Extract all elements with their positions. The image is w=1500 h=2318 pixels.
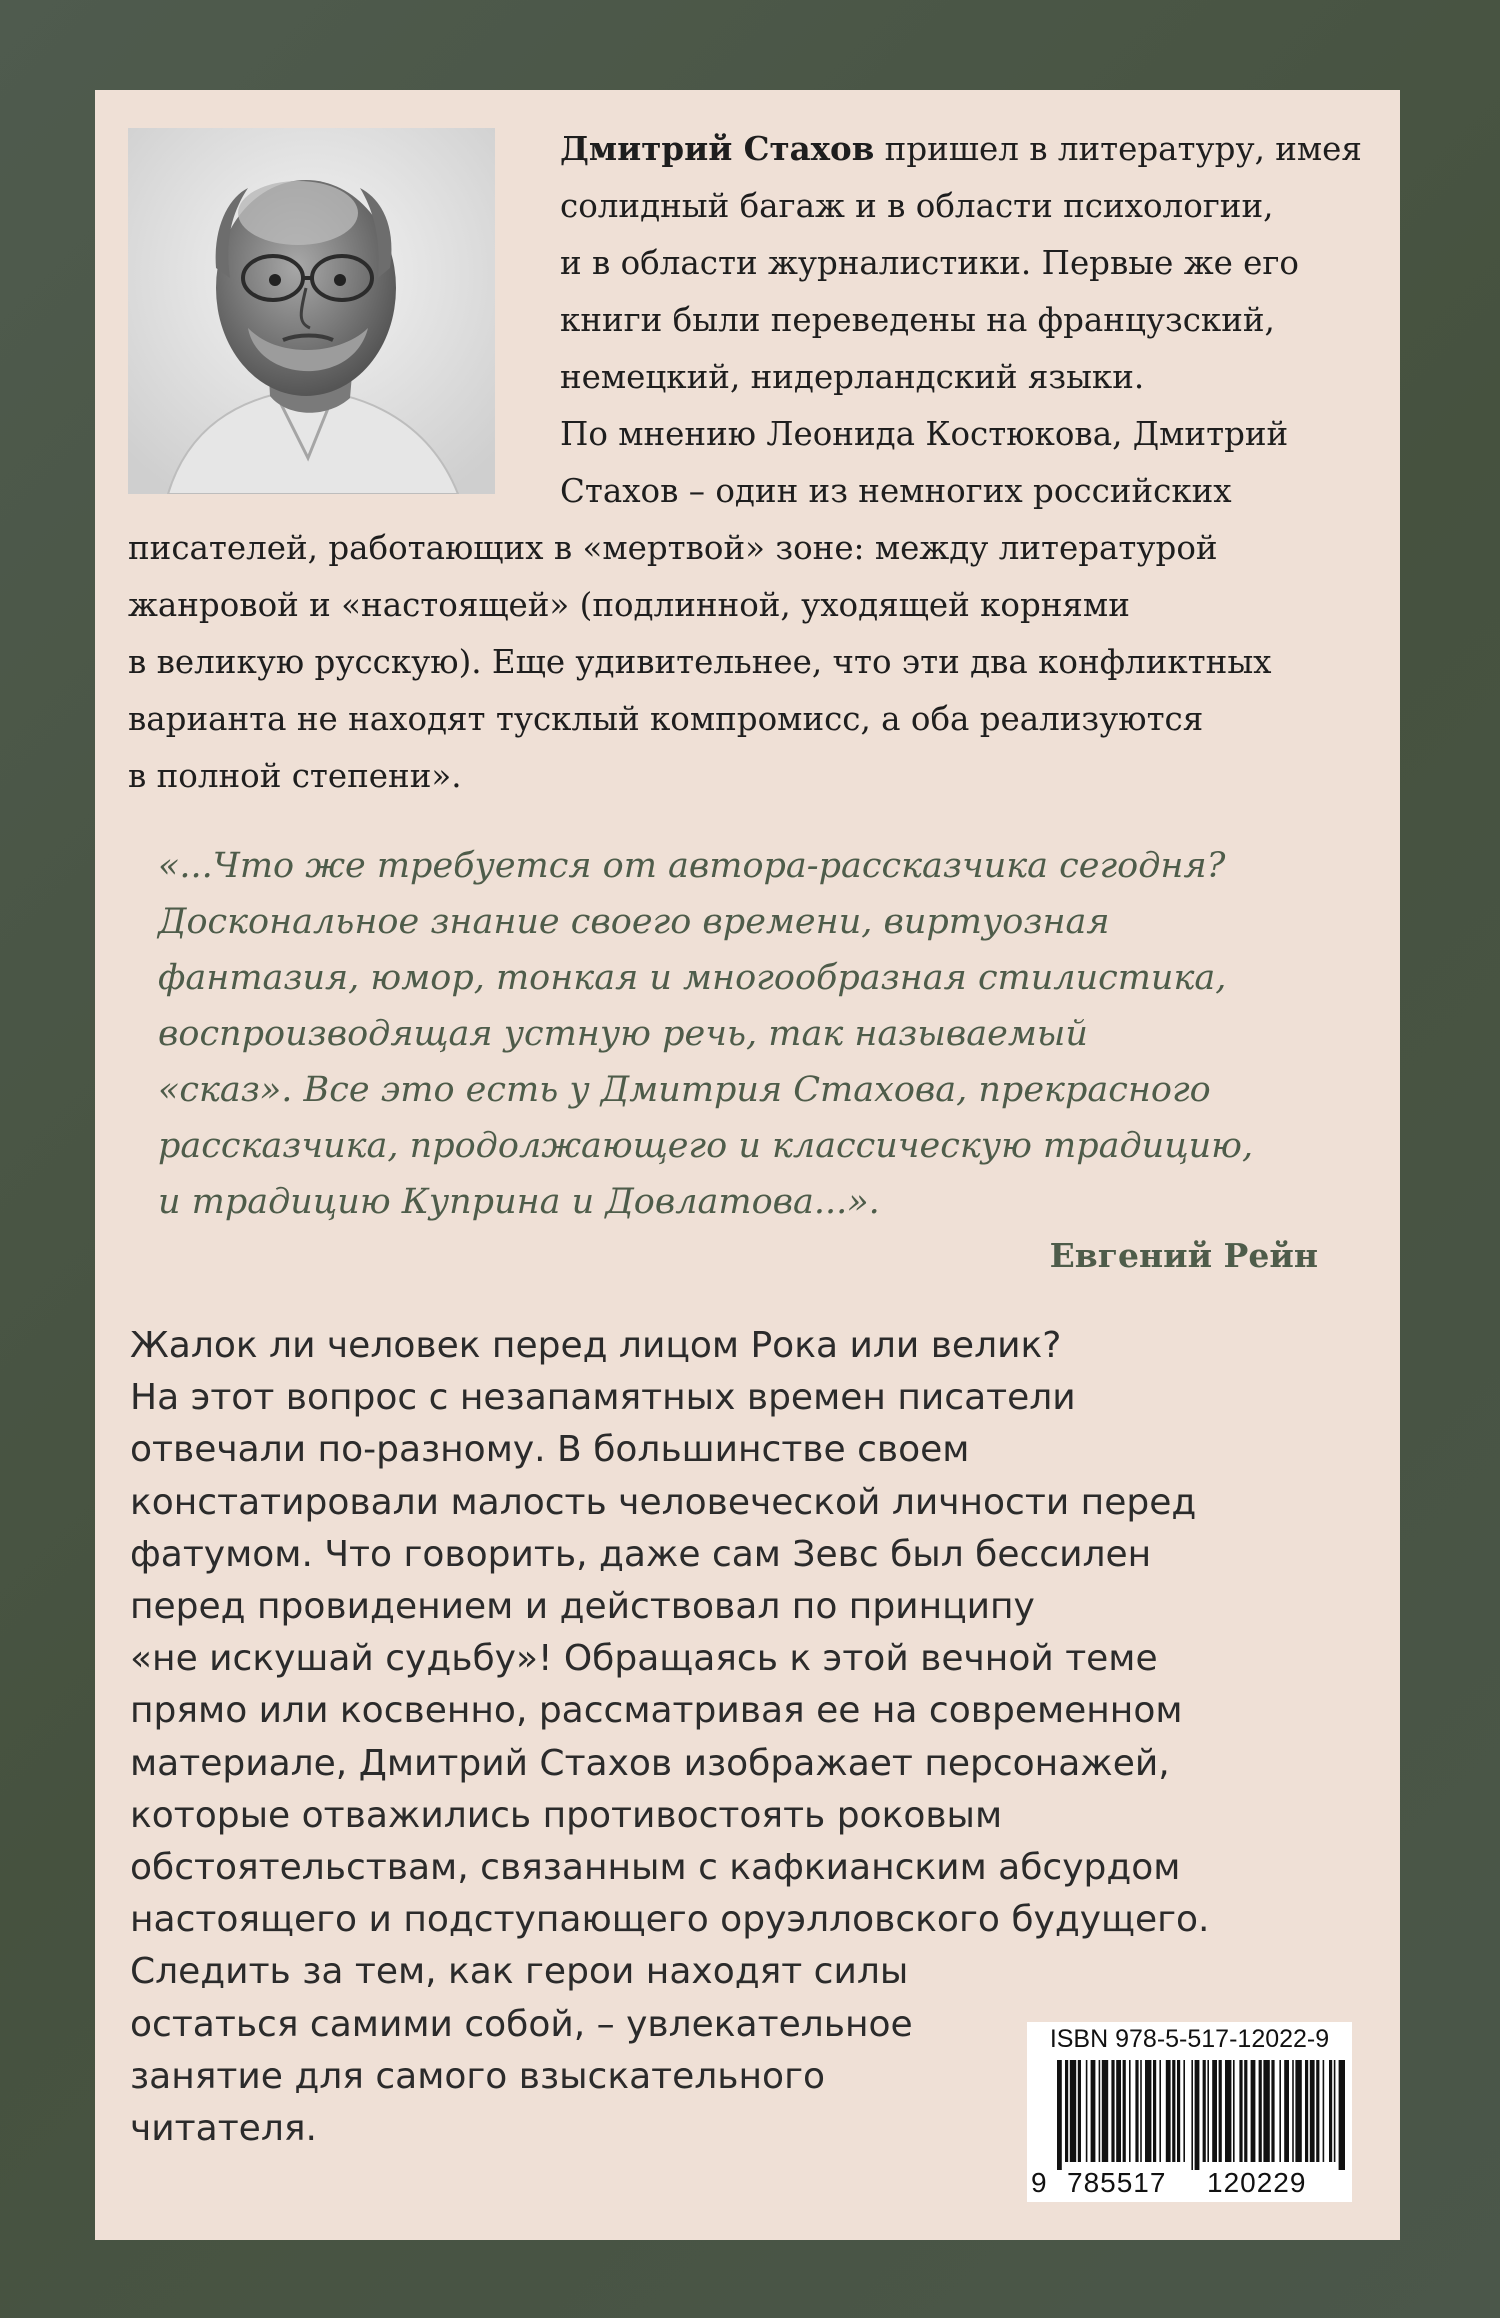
barcode-bar xyxy=(1203,2060,1206,2162)
annotation-line: прямо или косвенно, рассматривая ее на современном xyxy=(130,1690,1183,1732)
annotation-line: Следить за тем, как герои находят силы xyxy=(130,1951,909,1993)
annotation-line: констатировали малость человеческой личности перед xyxy=(130,1481,1197,1523)
annotation-line: Жалок ли человек перед лицом Рока или велик? xyxy=(130,1325,1062,1366)
barcode-bar xyxy=(1129,2060,1131,2162)
quote-line: и традицию Куприна и Довлатова...». xyxy=(158,1182,880,1222)
quote-line: рассказчика, продолжающего и классическую традицию, xyxy=(158,1126,1254,1166)
barcode-bar xyxy=(1065,2060,1068,2162)
text-panel xyxy=(95,90,1400,2240)
barcode-bar xyxy=(1172,2060,1175,2162)
quote-line: воспроизводящая устную речь, так называемый xyxy=(158,1014,1088,1054)
bio-line: книги были переведены на французский, xyxy=(560,301,1275,339)
bio-line xyxy=(128,120,1398,178)
barcode-bar xyxy=(1183,2060,1185,2162)
barcode-bars xyxy=(1027,2022,1352,2172)
annotation-line: На этот вопрос с незапамятных времен писатели xyxy=(130,1377,1076,1419)
barcode-bar xyxy=(1207,2060,1209,2162)
bio-line: в великую русскую). Еще удивительнее, что эти два конфликтных xyxy=(128,643,1272,681)
bio-line: Стахов – один из немногих российских xyxy=(560,472,1232,510)
barcode-bar xyxy=(1244,2060,1247,2162)
bio-line: немецкий, нидерландский языки. xyxy=(560,358,1145,396)
bio-line: в полной степени». xyxy=(128,757,462,795)
bio-line: писателей, работающих в «мертвой» зоне: между литературой xyxy=(128,529,1218,567)
barcode-bar xyxy=(1329,2060,1332,2162)
barcode-bar xyxy=(1099,2060,1101,2162)
barcode-bar xyxy=(1057,2060,1062,2170)
barcode-bar xyxy=(1251,2060,1256,2162)
barcode-bar xyxy=(1123,2060,1126,2162)
barcode-bar xyxy=(1102,2060,1108,2162)
barcode-left-group: 785517 xyxy=(1067,2167,1167,2198)
barcode-bar xyxy=(1259,2060,1262,2162)
annotation-line: материале, Дмитрий Стахов изображает персонажей, xyxy=(130,1742,1170,1784)
barcode-bar xyxy=(1339,2060,1345,2170)
annotation-line: перед провидением и действовал по принципу xyxy=(130,1586,1035,1628)
barcode-bar xyxy=(1233,2060,1235,2162)
annotation-line: отвечали по-разному. В большинстве своем xyxy=(130,1429,970,1471)
barcode-bar xyxy=(1078,2060,1081,2162)
quote-line: «сказ». Все это есть у Дмитрия Стахова, прекрасного xyxy=(158,1070,1211,1110)
quote-line: «...Что же требуется от автора-рассказчика сегодня? xyxy=(158,846,1226,886)
annotation-line: «не искушай судьбу»! Обращаясь к этой вечной теме xyxy=(130,1638,1158,1680)
annotation-line: фатумом. Что говорить, даже сам Зевс был бессилен xyxy=(130,1533,1152,1575)
review-quote xyxy=(158,838,1378,1230)
barcode-bar xyxy=(1140,2060,1142,2162)
barcode-bar xyxy=(1305,2060,1308,2162)
barcode-bar xyxy=(1292,2060,1294,2162)
barcode-bar xyxy=(1111,2060,1114,2162)
barcode-bar xyxy=(1135,2060,1138,2162)
bio-line: солидный багаж и в области психологии, xyxy=(560,187,1274,225)
barcode-bar xyxy=(1239,2060,1242,2162)
barcode-bar xyxy=(1323,2060,1325,2162)
isbn-label: ISBN 978-5-517-12022-9 xyxy=(1049,2025,1330,2053)
barcode-lead-digit: 9 xyxy=(1031,2167,1048,2198)
annotation-line: занятие для самого взыскательного xyxy=(130,2055,826,2097)
barcode-bar xyxy=(1091,2060,1096,2162)
barcode-bar xyxy=(1263,2060,1269,2162)
annotation-line: читателя. xyxy=(130,2108,317,2150)
author-name: Дмитрий Стахов xyxy=(560,129,875,168)
barcode-bar xyxy=(1334,2060,1336,2162)
bio-line: варианта не находят тусклый компромисс, а оба реализуются xyxy=(128,700,1204,738)
annotation-line: остаться самими собой, – увлекательное xyxy=(130,2003,913,2045)
barcode-bar xyxy=(1271,2060,1274,2162)
quote-line: Доскональное знание своего времени, виртуозная xyxy=(158,902,1110,942)
quote-author: Евгений Рейн xyxy=(1049,1236,1318,1275)
barcode-bar xyxy=(1219,2060,1222,2162)
barcode-bar xyxy=(1153,2060,1156,2162)
author-bio xyxy=(128,120,1398,805)
annotation-line: которые отважились противостоять роковым xyxy=(130,1794,1003,1836)
isbn-barcode xyxy=(1027,2022,1352,2202)
barcode-bar xyxy=(1212,2060,1217,2162)
bio-line-text: пришел в литературу, имея xyxy=(884,130,1362,168)
barcode-bar xyxy=(1177,2060,1180,2162)
barcode-bar xyxy=(1225,2060,1231,2162)
barcode-bar xyxy=(1070,2060,1076,2162)
barcode-bar xyxy=(1195,2060,1200,2170)
barcode-bar xyxy=(1116,2060,1121,2162)
barcode-right-group: 120229 xyxy=(1207,2167,1307,2198)
bio-line: жанровой и «настоящей» (подлинной, уходящей корнями xyxy=(128,586,1130,624)
bio-line: и в области журналистики. Первые же его xyxy=(560,244,1299,282)
barcode-bar xyxy=(1316,2060,1319,2162)
barcode-bar xyxy=(1279,2060,1281,2162)
barcode-bar xyxy=(1166,2060,1171,2162)
barcode-bar xyxy=(1284,2060,1289,2162)
barcode-bar xyxy=(1191,2060,1193,2170)
barcode-bar xyxy=(1145,2060,1151,2162)
bio-line: По мнению Леонида Костюкова, Дмитрий xyxy=(560,415,1289,453)
annotation-line: обстоятельствам, связанным с кафкианским абсурдом xyxy=(130,1847,1181,1889)
barcode-bar xyxy=(1295,2060,1301,2162)
barcode-bar xyxy=(1159,2060,1161,2162)
barcode-bar xyxy=(1086,2060,1088,2162)
quote-line: фантазия, юмор, тонкая и многообразная стилистика, xyxy=(158,958,1227,998)
annotation-line: настоящего и подступающего оруэлловского будущего. xyxy=(130,1899,1210,1941)
barcode-bar xyxy=(1310,2060,1315,2162)
